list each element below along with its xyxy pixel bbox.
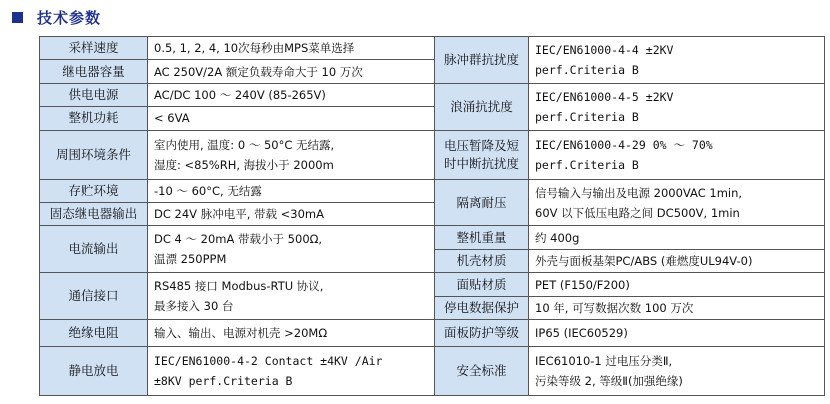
spec-table <box>39 36 825 396</box>
label-storage-environment: 存贮环境 <box>40 179 148 202</box>
value-isolation-voltage: 信号输入与输出及电源 2000VAC 1min, 60V 以下低压电路之间 DC500V, 1min <box>529 179 825 226</box>
value-power-loss-protection: 10 年, 可写数据次数 100 万次 <box>529 296 825 319</box>
label-sampling-rate: 采样速度 <box>40 37 148 60</box>
label-power-loss-protection: 停电数据保护 <box>435 296 529 319</box>
value-power-consumption: < 6VA <box>148 107 435 130</box>
table-row <box>40 37 825 60</box>
value-unit-weight: 约 400g <box>529 226 825 249</box>
value-ssr-output: DC 24V 脉冲电平, 带载 <30mA <box>148 203 435 226</box>
table-row <box>40 179 825 202</box>
value-surge-immunity: IEC/EN61000-4-5 ±2KV perf.Criteria B <box>529 83 825 130</box>
value-housing-material: 外壳与面板基架PC/ABS (难燃度UL94V-0) <box>529 249 825 272</box>
label-unit-weight: 整机重量 <box>435 226 529 249</box>
table-row <box>40 273 825 296</box>
label-overlay-material: 面贴材质 <box>435 273 529 296</box>
value-esd: IEC/EN61000-4-2 Contact ±4KV /Air ±8KV perf.Criteria B <box>148 346 435 395</box>
label-ssr-output: 固态继电器输出 <box>40 203 148 226</box>
label-relay-capacity: 继电器容量 <box>40 60 148 83</box>
label-current-output: 电流输出 <box>40 226 148 273</box>
value-insulation-resistance: 输入、输出、电源对机壳 >20MΩ <box>148 320 435 347</box>
label-esd: 静电放电 <box>40 346 148 395</box>
label-housing-material: 机壳材质 <box>435 249 529 272</box>
table-row <box>40 346 825 395</box>
label-voltage-dip-immunity: 电压暂降及短 时中断抗扰度 <box>435 130 529 179</box>
table-row <box>40 320 825 347</box>
value-ambient-conditions: 室内使用, 温度: 0 ～ 50°C 无结露, 湿度: <85%RH, 海拔小于 2000m <box>148 130 435 179</box>
label-communication-interface: 通信接口 <box>40 273 148 320</box>
label-ambient-conditions: 周围环境条件 <box>40 130 148 179</box>
label-surge-immunity: 浪涌抗扰度 <box>435 83 529 130</box>
value-voltage-dip-immunity: IEC/EN61000-4-29 0% ～ 70% perf.Criteria B <box>529 130 825 179</box>
value-power-supply: AC/DC 100 ～ 240V (85-265V) <box>148 83 435 106</box>
value-panel-protection: IP65 (IEC60529) <box>529 320 825 347</box>
value-storage-environment: -10 ～ 60°C, 无结露 <box>148 179 435 202</box>
label-panel-protection: 面板防护等级 <box>435 320 529 347</box>
label-power-consumption: 整机功耗 <box>40 107 148 130</box>
value-safety-standard: IEC61010-1 过电压分类Ⅱ, 污染等级 2, 等级Ⅱ(加强绝缘) <box>529 346 825 395</box>
square-bullet-icon <box>12 12 23 23</box>
label-insulation-resistance: 绝缘电阻 <box>40 320 148 347</box>
table-row <box>40 226 825 249</box>
label-safety-standard: 安全标准 <box>435 346 529 395</box>
value-current-output: DC 4 ～ 20mA 带载小于 500Ω, 温漂 250PPM <box>148 226 435 273</box>
label-isolation-voltage: 隔离耐压 <box>435 179 529 226</box>
section-title: 技术参数 <box>37 8 102 27</box>
section-header <box>12 6 101 28</box>
label-power-supply: 供电电源 <box>40 83 148 106</box>
label-burst-immunity: 脉冲群抗扰度 <box>435 37 529 84</box>
value-communication-interface: RS485 接口 Modbus-RTU 协议, 最多接入 30 台 <box>148 273 435 320</box>
value-overlay-material: PET (F150/F200) <box>529 273 825 296</box>
table-row <box>40 130 825 179</box>
value-burst-immunity: IEC/EN61000-4-4 ±2KV perf.Criteria B <box>529 37 825 84</box>
value-relay-capacity: AC 250V/2A 额定负载寿命大于 10 万次 <box>148 60 435 83</box>
value-sampling-rate: 0.5, 1, 2, 4, 10次每秒由MPS菜单选择 <box>148 37 435 60</box>
table-row <box>40 83 825 106</box>
